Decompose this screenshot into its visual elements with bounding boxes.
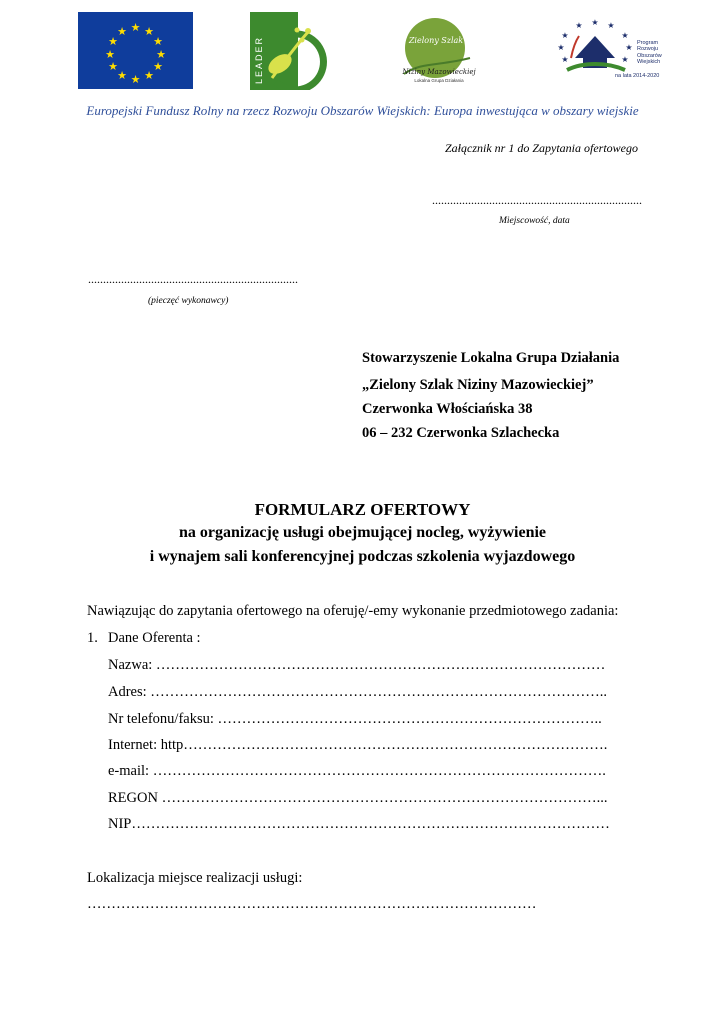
prow-logo-text <box>637 40 662 65</box>
svg-text:★: ★ <box>153 60 163 73</box>
prow-logo <box>553 18 671 84</box>
svg-text:★: ★ <box>561 31 569 40</box>
recipient-line: Stowarzyszenie Lokalna Grupa Działania <box>362 350 620 366</box>
prow-line: Wiejskich <box>637 58 661 65</box>
prow-logo-years: na lata 2014-2020 <box>615 73 660 79</box>
svg-text:★: ★ <box>105 48 115 61</box>
svg-text:★: ★ <box>130 21 141 34</box>
svg-text:★: ★ <box>117 25 127 38</box>
recipient-line: Czerwonka Włościańska 38 <box>362 401 533 417</box>
svg-text:★: ★ <box>156 48 166 61</box>
fund-caption: Europejski Fundusz Rolny na rzecz Rozwoju Obszarów Wiejskich: Europa inwestująca w obszary wiejskie <box>86 103 639 118</box>
svg-text:★: ★ <box>591 18 599 27</box>
section-number: 1. <box>87 630 98 646</box>
intro-text: Nawiązując do zapytania ofertowego na oferuję/-emy wykonanie przedmiotowego zadania: <box>87 603 619 619</box>
svg-text:★: ★ <box>153 35 163 48</box>
recipient-line: „Zielony Szlak Niziny Mazowieckiej” <box>362 377 594 393</box>
svg-text:★: ★ <box>561 55 569 64</box>
zielony-szlak-logo <box>400 18 478 92</box>
leader-logo-text: LEADER <box>254 35 264 84</box>
field-name: Nazwa: ………………………………………………………………………………… <box>108 657 606 673</box>
field-email: e-mail: …………………………………………………………………………………. <box>108 763 606 779</box>
svg-text:★: ★ <box>108 35 118 48</box>
location-label: Lokalizacja miejsce realizacji usługi: <box>87 870 303 886</box>
zielony-logo-line2: Niziny Mazowieckiej <box>402 68 476 76</box>
svg-text:★: ★ <box>108 60 118 73</box>
place-date-label: Miejscowość, data <box>499 216 570 226</box>
recipient-line: 06 – 232 Czerwonka Szlachecka <box>362 425 560 441</box>
field-phone: Nr telefonu/faksu: …………………………………………………………………….. <box>108 711 602 727</box>
form-subtitle-line: na organizację usługi obejmującej nocleg, wyżywienie <box>178 524 547 541</box>
prow-line: Rozwoju <box>637 46 659 53</box>
svg-text:★: ★ <box>117 69 127 82</box>
attachment-label: Załącznik nr 1 do Zapytania ofertowego <box>445 141 638 155</box>
field-nip: NIP……………………………………………………………………………………… <box>108 816 610 832</box>
leader-logo <box>250 12 327 90</box>
prow-line: Obszarów <box>637 52 662 59</box>
zielony-logo-line3: Lokalna Grupa Działania <box>414 78 464 83</box>
prow-line: Program <box>637 40 659 46</box>
location-dots: ………………………………………………………………………………… <box>87 896 537 912</box>
eu-stars-icon <box>78 12 193 89</box>
form-title: FORMULARZ OFERTOWY <box>254 500 471 519</box>
field-address: Adres: ………………………………………………………………………………….. <box>108 684 608 700</box>
svg-text:★: ★ <box>144 25 154 38</box>
svg-text:★: ★ <box>621 55 629 64</box>
svg-text:★: ★ <box>607 21 615 30</box>
svg-text:★: ★ <box>625 43 633 52</box>
svg-text:★: ★ <box>557 43 565 52</box>
zielony-logo-line1: Zielony Szlak <box>408 36 464 45</box>
stamp-label: (pieczęć wykonawcy) <box>148 296 229 306</box>
svg-text:★: ★ <box>575 21 583 30</box>
svg-text:★: ★ <box>144 69 154 82</box>
section-heading: Dane Oferenta : <box>108 630 201 646</box>
form-subtitle-line: i wynajem sali konferencyjnej podczas szkolenia wyjazdowego <box>149 548 576 565</box>
stamp-dots: ...................................................................... <box>88 272 298 286</box>
svg-text:★: ★ <box>621 31 629 40</box>
svg-text:★: ★ <box>130 73 141 86</box>
field-internet: Internet: http……………………………………………………………………………. <box>108 737 608 753</box>
eu-flag-logo <box>78 12 193 89</box>
place-date-dots: ...................................................................... <box>432 193 642 207</box>
field-regon: REGON ………………………………………………………………………………... <box>108 790 608 806</box>
